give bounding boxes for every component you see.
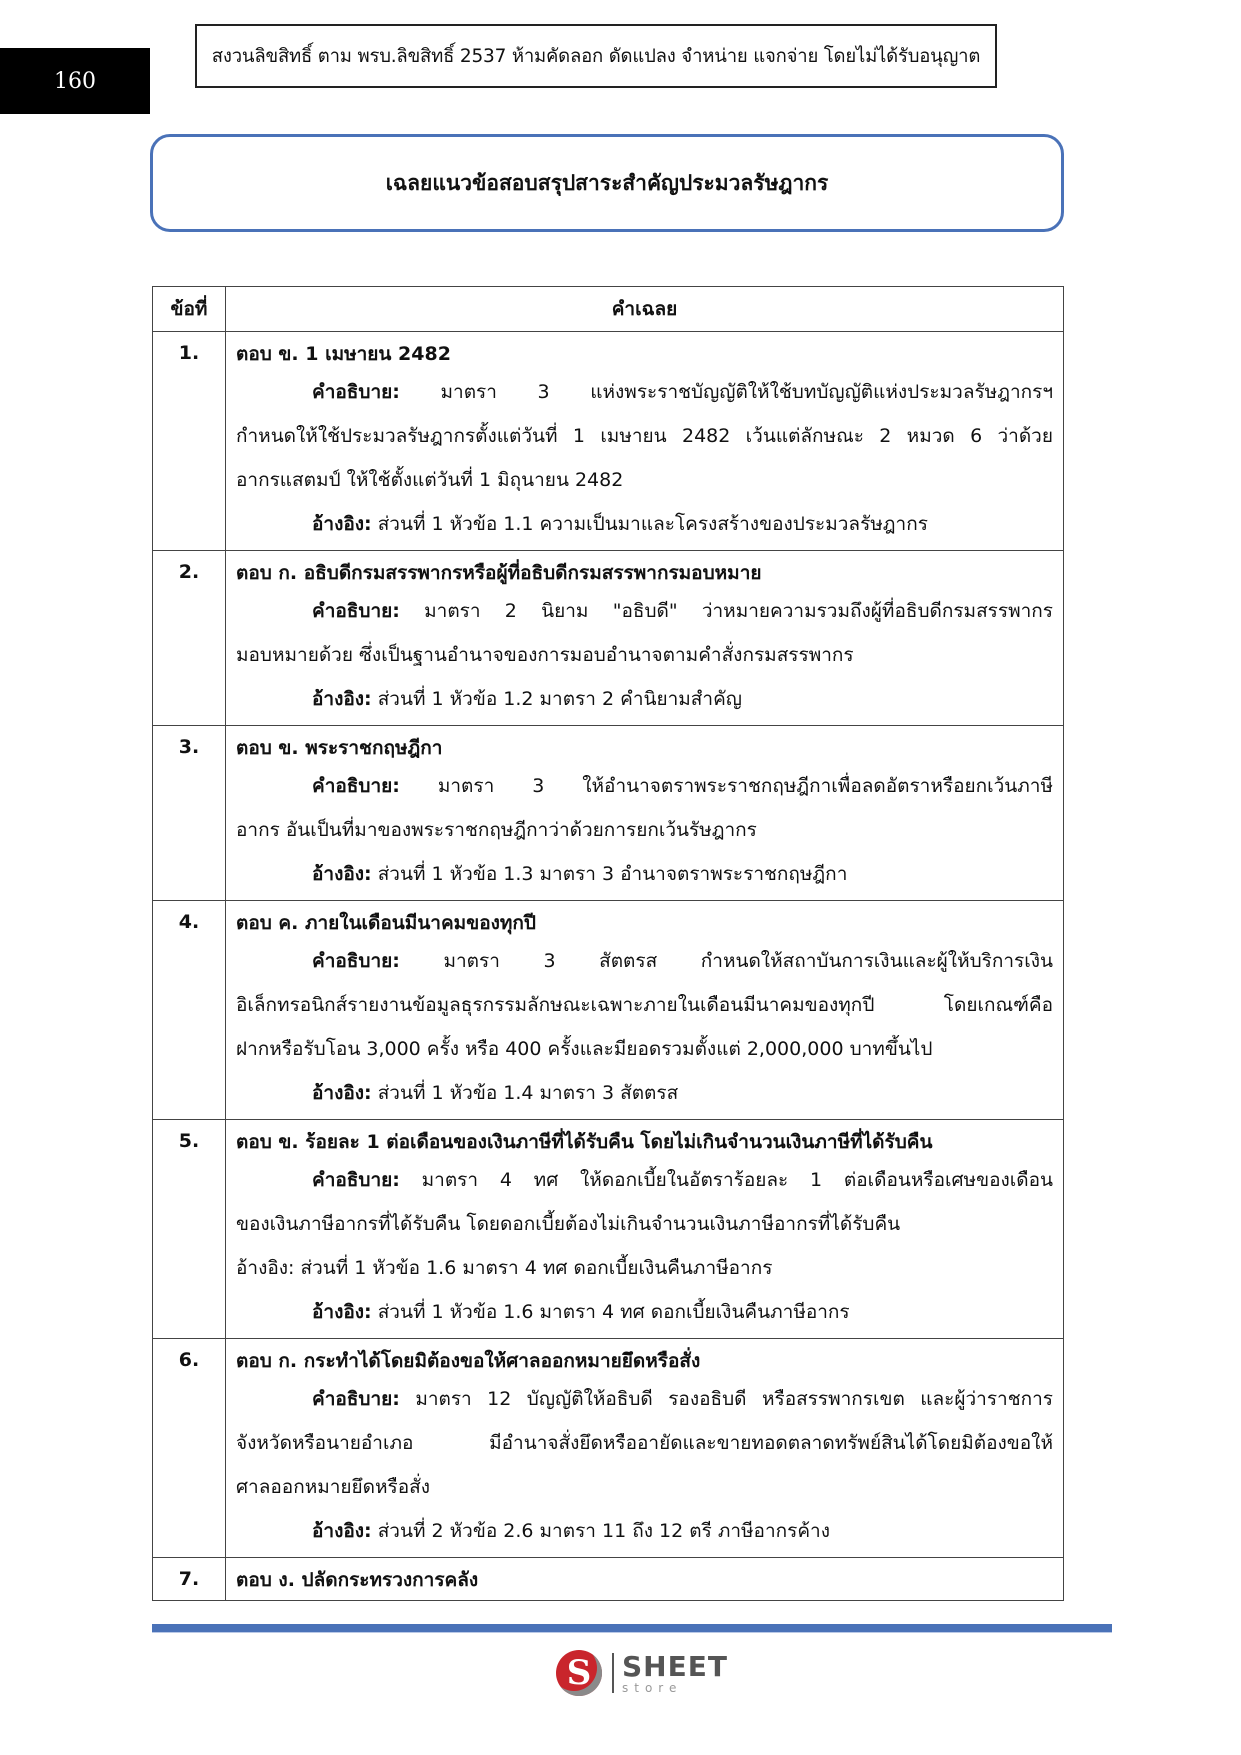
answer-cell	[226, 551, 1064, 726]
explanation-line: จังหวัดหรือนายอำเภอ มีอำนาจสั่งยึดหรืออายัดและขายทอดตลาดทรัพย์สินได้โดยมิต้องขอให้	[236, 1432, 1053, 1454]
answer-cell	[226, 726, 1064, 901]
explanation-line: คำอธิบาย: มาตรา 12 บัญญัติให้อธิบดี รองอธิบดี หรือสรรพากรเขต และผู้ว่าราชการ	[312, 1388, 1053, 1410]
question-number: 3.	[153, 726, 226, 901]
explanation-line: คำอธิบาย: มาตรา 3 แห่งพระราชบัญญัติให้ใช้บทบัญญัติแห่งประมวลรัษฎากรฯ	[312, 381, 1053, 403]
question-number: 6.	[153, 1339, 226, 1558]
answer-choice: ตอบ ก. อธิบดีกรมสรรพากรหรือผู้ที่อธิบดีกรมสรรพากรมอบหมาย	[236, 562, 762, 584]
answer-choice: ตอบ ก. กระทำได้โดยมิต้องขอให้ศาลออกหมายยึดหรือสั่ง	[236, 1350, 701, 1372]
answer-choice: ตอบ ข. พระราชกฤษฎีกา	[236, 737, 443, 759]
explanation-line: ฝากหรือรับโอน 3,000 ครั้ง หรือ 400 ครั้งและมียอดรวมตั้งแต่ 2,000,000 บาทขึ้นไป	[236, 1038, 933, 1060]
answer-choice: ตอบ ง. ปลัดกระทรวงการคลัง	[236, 1569, 479, 1591]
table-row	[153, 726, 1064, 901]
reference-line: อ้างอิง: ส่วนที่ 1 หัวข้อ 1.2 มาตรา 2 คำนิยามสำคัญ	[312, 688, 742, 710]
question-number: 5.	[153, 1120, 226, 1339]
explanation-label: คำอธิบาย:	[312, 1388, 400, 1410]
answer-cell	[226, 1339, 1064, 1558]
answer-cell	[226, 332, 1064, 551]
column-header-number: ข้อที่	[153, 287, 226, 332]
explanation-label: คำอธิบาย:	[312, 950, 400, 972]
explanation-label: คำอธิบาย:	[312, 600, 400, 622]
table-row	[153, 551, 1064, 726]
explanation-line: อิเล็กทรอนิกส์รายงานข้อมูลธุรกรรมลักษณะเฉพาะภายในเดือนมีนาคมของทุกปี โดยเกณฑ์คือ	[236, 994, 1053, 1016]
explanation-line: คำอธิบาย: มาตรา 2 นิยาม "อธิบดี" ว่าหมายความรวมถึงผู้ที่อธิบดีกรมสรรพากร	[312, 600, 1053, 622]
sheet-store-logo	[556, 1646, 728, 1700]
logo-text	[622, 1649, 728, 1695]
reference-line: อ้างอิง: ส่วนที่ 1 หัวข้อ 1.3 มาตรา 3 อำนาจตราพระราชกฤษฎีกา	[312, 863, 848, 885]
explanation-line: อ้างอิง: ส่วนที่ 1 หัวข้อ 1.6 มาตรา 4 ทศ ดอกเบี้ยเงินคืนภาษีอากร	[236, 1257, 773, 1279]
explanation-line: มอบหมายด้วย ซึ่งเป็นฐานอำนาจของการมอบอำนาจตามคำสั่งกรมสรรพากร	[236, 644, 854, 666]
reference-label: อ้างอิง:	[312, 1520, 372, 1542]
footer-rule	[152, 1624, 1112, 1632]
explanation-line: ศาลออกหมายยึดหรือสั่ง	[236, 1476, 431, 1498]
explanation-label: คำอธิบาย:	[312, 775, 400, 797]
answer-choice: ตอบ ค. ภายในเดือนมีนาคมของทุกปี	[236, 912, 536, 934]
table-row	[153, 1339, 1064, 1558]
explanation-line: คำอธิบาย: มาตรา 3 ให้อำนาจตราพระราชกฤษฎีกาเพื่อลดอัตราหรือยกเว้นภาษี	[312, 775, 1053, 797]
answer-choice: ตอบ ข. 1 เมษายน 2482	[236, 343, 451, 365]
answer-choice: ตอบ ข. ร้อยละ 1 ต่อเดือนของเงินภาษีที่ได้รับคืน โดยไม่เกินจำนวนเงินภาษีที่ได้รับคืน	[236, 1131, 933, 1153]
question-number: 2.	[153, 551, 226, 726]
logo-s-icon: S	[556, 1650, 602, 1696]
table-row	[153, 1120, 1064, 1339]
reference-line: อ้างอิง: ส่วนที่ 2 หัวข้อ 2.6 มาตรา 11 ถึง 12 ตรี ภาษีอากรค้าง	[312, 1520, 830, 1542]
reference-label: อ้างอิง:	[312, 1301, 372, 1323]
reference-line: อ้างอิง: ส่วนที่ 1 หัวข้อ 1.6 มาตรา 4 ทศ ดอกเบี้ยเงินคืนภาษีอากร	[312, 1301, 850, 1323]
explanation-label: คำอธิบาย:	[312, 1169, 400, 1191]
question-number: 1.	[153, 332, 226, 551]
explanation-line: คำอธิบาย: มาตรา 4 ทศ ให้ดอกเบี้ยในอัตราร้อยละ 1 ต่อเดือนหรือเศษของเดือน	[312, 1169, 1053, 1191]
explanation-line: ของเงินภาษีอากรที่ได้รับคืน โดยดอกเบี้ยต้องไม่เกินจำนวนเงินภาษีอากรที่ได้รับคืน	[236, 1213, 901, 1235]
page-title: เฉลยแนวข้อสอบสรุปสาระสำคัญประมวลรัษฎากร	[150, 134, 1064, 232]
answer-cell	[226, 901, 1064, 1120]
answer-cell	[226, 1120, 1064, 1339]
reference-label: อ้างอิง:	[312, 863, 372, 885]
answer-table	[152, 286, 1064, 1601]
table-row	[153, 332, 1064, 551]
question-number: 7.	[153, 1558, 226, 1601]
answer-cell	[226, 1558, 1064, 1601]
reference-label: อ้างอิง:	[312, 513, 372, 535]
reference-line: อ้างอิง: ส่วนที่ 1 หัวข้อ 1.4 มาตรา 3 สัตตรส	[312, 1082, 679, 1104]
logo-subword: store	[622, 1680, 683, 1695]
table-header-row	[153, 287, 1064, 332]
explanation-line: กำหนดให้ใช้ประมวลรัษฎากรตั้งแต่วันที่ 1 เมษายน 2482 เว้นแต่ลักษณะ 2 หมวด 6 ว่าด้วย	[236, 425, 1053, 447]
column-header-answer: คำเฉลย	[226, 287, 1064, 332]
explanation-line: อากร อันเป็นที่มาของพระราชกฤษฎีกาว่าด้วยการยกเว้นรัษฎากร	[236, 819, 757, 841]
explanation-label: คำอธิบาย:	[312, 381, 400, 403]
logo-divider	[612, 1653, 614, 1693]
table-row	[153, 901, 1064, 1120]
explanation-line: อากรแสตมป์ ให้ใช้ตั้งแต่วันที่ 1 มิถุนายน 2482	[236, 469, 624, 491]
table-row	[153, 1558, 1064, 1601]
logo-word: SHEET	[622, 1649, 728, 1683]
copyright-notice: สงวนลิขสิทธิ์ ตาม พรบ.ลิขสิทธิ์ 2537 ห้ามคัดลอก ดัดแปลง จำหน่าย แจกจ่าย โดยไม่ได้รับอนุญาต	[195, 24, 997, 88]
reference-label: อ้างอิง:	[312, 1082, 372, 1104]
question-number: 4.	[153, 901, 226, 1120]
explanation-line: คำอธิบาย: มาตรา 3 สัตตรส กำหนดให้สถาบันการเงินและผู้ให้บริการเงิน	[312, 950, 1053, 972]
reference-line: อ้างอิง: ส่วนที่ 1 หัวข้อ 1.1 ความเป็นมาและโครงสร้างของประมวลรัษฎากร	[312, 513, 928, 535]
reference-label: อ้างอิง:	[312, 688, 372, 710]
page-number: 160	[0, 48, 150, 114]
